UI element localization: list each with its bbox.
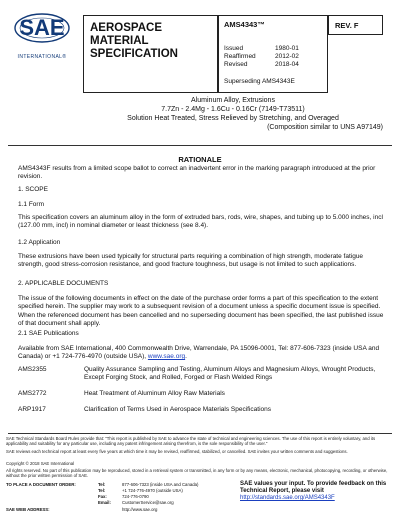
sae-website-link[interactable]: www.sae.org [147,353,186,361]
subject-line4: (Composition similar to UNS A97149) [267,124,383,131]
feedback-line2: Technical Report, please visit [240,488,324,494]
section-1-heading: 1. SCOPE [18,186,48,193]
feedback-link[interactable]: http://standards.sae.org/AMS4343F [240,495,335,501]
contact-label: Fax: [98,494,107,499]
contact-label: Email: [98,500,111,505]
footer-rights-text: All rights reserved. No part of this publication may be reproduced, stored in a retrieval system or transmitted, in any form or by any means, electronic, mechanical, photocopying, recording, or otherwise, without the prior written permission of SAE. [6,468,388,479]
footer-rules-text: SAE Technical Standards Board Rules provide that: "This report is published by SAE to advance the state of technical and engineering sciences. The use of this report is entirely voluntary, and its applicability and suitability for any particular use, including any patent infringement arising therefrom, is the sole responsibility of the user." [6,436,376,447]
section-1-2-text: These extrusions have been used typically for structural parts requiring a combination of high strength, moderate fatigue strength, good stress-corrosion resistance, and good fracture toughness, but usage is not limited to such applications. [18,253,364,269]
footer-review-text: SAE reviews each technical report at least every five years at which time it may be revised, reaffirmed, stabilized, or cancelled. SAE invites your written comments and suggestions. [6,449,348,454]
contact-value: 724-776-0790 [122,494,149,499]
section-1-1-text: This specification covers an aluminum alloy in the form of extruded bars, rods, wire, shapes, and tubing up to 5.000 inches, incl (127.00 mm, incl) in nominal diameter or least thickness (see 8.4). [18,214,383,230]
ref-code-ams2772: AMS2772 [18,390,47,397]
meta-reaffirmed: Reaffirmed 2012-02 [224,53,299,60]
section-2-1-text: Available from SAE International, 400 Commonwealth Drive, Warrendale, PA 15096-0001, Tel: 877-606-7323 (inside USA and Canada) or +1 724-776-4970 (outside USA), www.sae.org. [18,345,380,361]
spec-title-line1: AEROSPACE [90,22,162,34]
subject-line2: 7.7Zn - 2.4Mg - 1.6Cu - 0.16Cr (7149-T73511) [161,106,305,113]
spec-title-box [83,15,218,93]
sae-globe-icon [13,8,71,52]
document-subject [83,96,383,132]
web-heading: SAE WEB ADDRESS: [6,507,50,512]
contact-label: Tel: [98,482,106,487]
subject-line1: Aluminum Alloy, Extrusions [191,97,275,104]
ref-title-ams2355: Quality Assurance Sampling and Testing, Aluminum Alloys and Magnesium Alloys, Wrought Products, Except Forging Stock, and Rolled, Forged or Flash Welded Rings [84,366,376,382]
feedback-box [240,481,394,502]
section-2-heading: 2. APPLICABLE DOCUMENTS [18,280,109,287]
section-2-text: The issue of the following documents in effect on the date of the purchase order forms a part of this specification to the extent specified herein. The supplier may work to a subsequent revision of a document unless a specific document issue is specified. When the referenced document has been cancelled and no superseding document has been specified, the last published issue of that document shall apply. [18,295,384,327]
rationale-text: AMS4343F results from a limited scope ballot to correct an inadvertent error in the marking paragraph introduced at the prior revision. [18,165,376,181]
meta-issued: Issued 1980-01 [224,45,299,52]
rationale-heading: RATIONALE [178,155,222,164]
feedback-line1: SAE values your input. To provide feedback on this [240,481,387,487]
section-2-1-heading: 2.1 SAE Publications [18,330,79,337]
sae-logo-letters: SAE [19,15,65,40]
revision-label: REV. F [328,15,383,35]
section-1-1-heading: 1.1 Form [18,201,45,208]
section-1-2-heading: 1.2 Application [18,239,61,246]
superseding-note: Superseding AMS4343E [224,78,295,85]
divider [8,145,392,146]
doc-number: AMS4343™ [224,20,265,29]
ref-title-ams2772: Heat Treatment of Aluminum Alloy Raw Materials [84,390,225,397]
footer-divider [8,433,392,434]
logo-subtitle: INTERNATIONAL® [17,54,67,60]
contact-value: +1 724-776-4970 (outside USA) [122,488,183,493]
ref-code-arp1917: ARP1917 [18,406,46,413]
order-heading: TO PLACE A DOCUMENT ORDER: [6,482,76,487]
ref-title-arp1917: Clarification of Terms Used in Aerospace Materials Specifications [84,406,272,413]
ref-code-ams2355: AMS2355 [18,366,47,373]
contact-label: Tel: [98,488,106,493]
spec-title-line2: MATERIAL SPECIFICATION [90,35,178,60]
sae-web-address[interactable]: http://www.sae.org [122,507,158,512]
subject-line3: Solution Heat Treated, Stress Relieved by Stretching, and Overaged [127,115,339,122]
sae-logo [13,8,71,52]
footer-copyright: Copyright © 2018 SAE International [6,461,75,466]
meta-revised: Revised 2018-04 [224,61,299,68]
contact-email[interactable]: CustomerService@sae.org [122,500,174,505]
contact-value: 877-606-7323 (inside USA and Canada) [122,482,199,487]
